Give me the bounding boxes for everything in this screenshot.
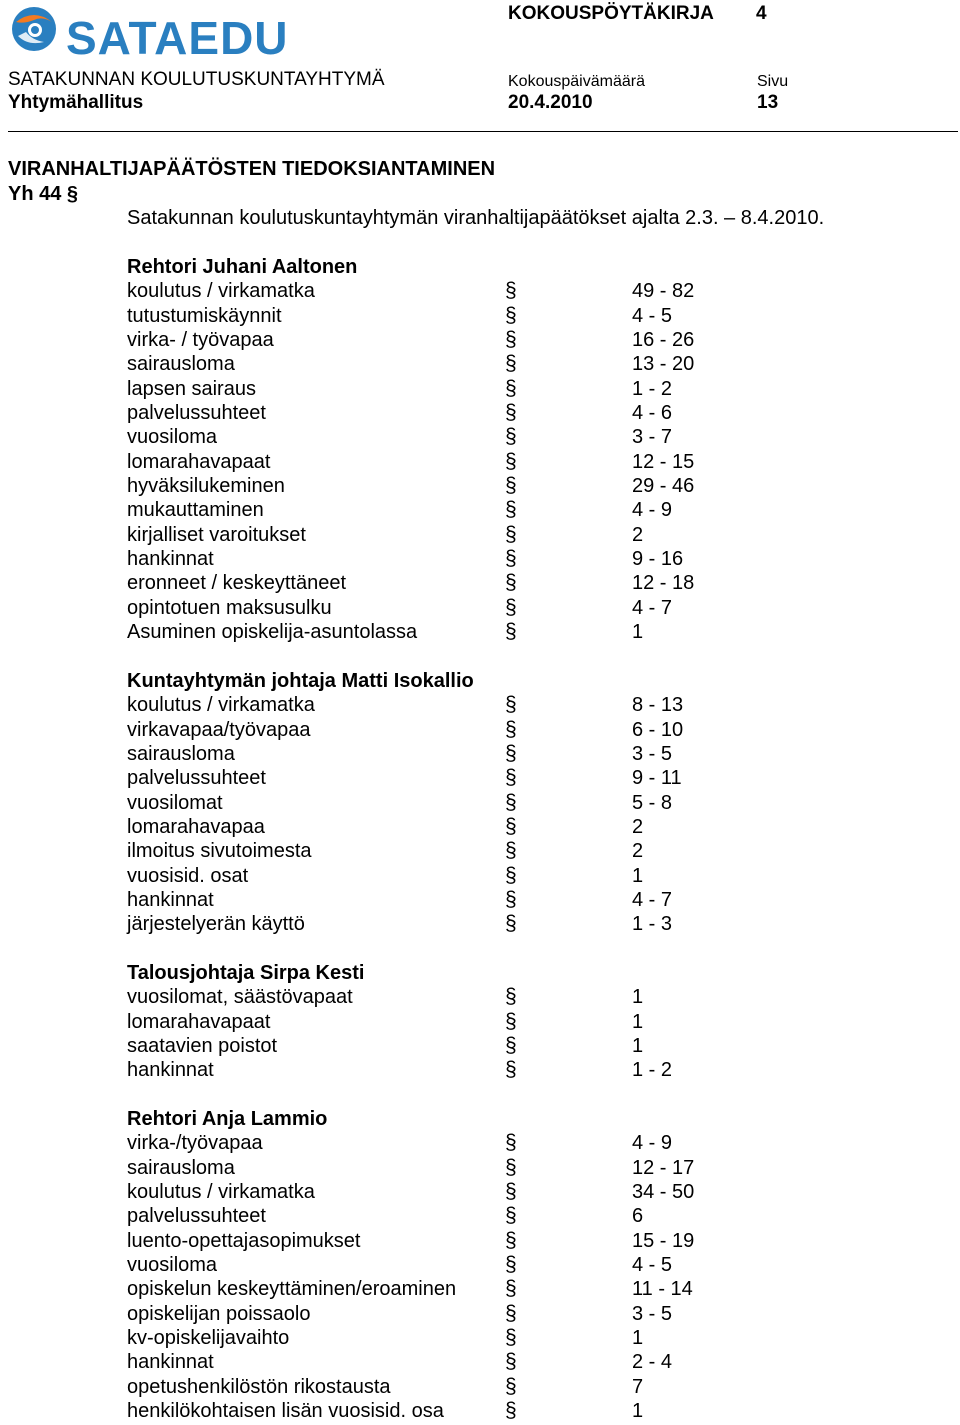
decision-type: lomarahavapaat [127,450,271,473]
decision-numbers: 4 - 7 [632,596,673,619]
section-title: Kuntayhtymän johtaja Matti Isokallio [127,669,474,692]
section-sign: § [505,1180,517,1204]
decision-numbers: 49 - 82 [632,280,695,303]
decision-row [127,279,747,303]
decision-type: lomarahavapaat [127,1010,271,1033]
decision-numbers: 2 - 4 [632,1351,673,1374]
document-number: 4 [756,3,767,24]
decision-numbers: 1 [632,1327,644,1350]
decision-numbers: 2 [632,815,644,838]
decision-row [127,474,747,498]
decision-row [127,1302,747,1326]
decision-numbers: 11 - 14 [632,1278,693,1301]
section-sign: § [505,1228,517,1252]
decision-row [127,304,747,328]
decision-numbers: 1 [632,621,644,644]
decision-type: palvelussuhteet [127,767,266,790]
section-sign: § [505,887,517,911]
decision-row [127,547,747,571]
section-sign: § [505,1277,517,1301]
decision-numbers: 9 - 11 [632,767,682,790]
section-sign: § [505,1350,517,1374]
decision-type: lomarahavapaa [127,815,265,838]
sataedu-logo [6,2,289,64]
decision-row [127,791,747,815]
decision-numbers: 8 - 13 [632,694,684,717]
decision-numbers: 5 - 8 [632,791,673,814]
decision-type: opiskelijan poissaolo [127,1302,311,1325]
section-sign: § [505,352,517,376]
section-sign: § [505,595,517,619]
decision-numbers: 13 - 20 [632,353,695,376]
decision-numbers: 9 - 16 [632,548,684,571]
decision-row [127,985,747,1009]
decision-row [127,1180,747,1204]
decision-type: hankinnat [127,1351,214,1374]
decision-row [127,425,747,449]
decision-row [127,912,747,936]
decision-type: hyväksilukeminen [127,475,285,498]
section-sign: § [505,571,517,595]
section-sign: § [505,1155,517,1179]
decision-type: opiskelun keskeyttäminen/eroaminen [127,1278,457,1301]
sataedu-logo-graphic [6,2,289,64]
section-title: Rehtori Juhani Aaltonen [127,256,358,278]
decision-numbers: 4 - 9 [632,499,673,522]
decision-numbers: 4 - 5 [632,304,673,327]
decision-type: sairausloma [127,742,235,765]
decision-row [127,1204,747,1228]
decision-row [127,523,747,547]
decision-numbers: 1 [632,986,644,1009]
decision-numbers: 2 [632,840,644,863]
section-sign: § [505,717,517,741]
decision-numbers: 3 - 5 [632,1302,673,1325]
section-spacer [127,937,747,961]
date-label: Kokouspäivämäärä [508,73,645,90]
section-sign: § [505,401,517,425]
section-sign: § [505,522,517,546]
decision-row [127,1326,747,1350]
section-sign: § [505,474,517,498]
section-sign: § [505,1131,517,1155]
decision-numbers: 1 - 2 [632,377,673,400]
section-spacer [127,645,747,669]
decision-row [127,596,747,620]
decision-numbers: 12 - 18 [632,572,695,595]
decision-numbers: 29 - 46 [632,475,695,498]
section-sign: § [505,1399,517,1423]
decision-numbers: 7 [632,1375,644,1398]
decision-type: kv-opiskelijavaihto [127,1327,290,1350]
decision-row [127,1010,747,1034]
decision-type: järjestelyerän käyttö [127,913,305,936]
section-title: Rehtori Anja Lammio [127,1108,328,1131]
decision-type: hankinnat [127,1059,214,1082]
section-sign: § [505,985,517,1009]
decision-numbers: 16 - 26 [632,329,695,352]
decision-type: kirjalliset varoitukset [127,523,306,546]
logo-text: SATAEDU [66,12,289,64]
decision-type: palvelussuhteet [127,1205,266,1228]
section-sign: § [505,1034,517,1057]
section-sign: § [505,425,517,449]
decision-row [127,839,747,863]
decision-row [127,450,747,474]
decision-numbers: 4 - 6 [632,402,673,425]
section-sign: § [505,912,517,936]
intro-text: Satakunnan koulutuskuntayhtymän viranhaltijapäätökset ajalta 2.3. – 8.4.2010. [127,207,825,229]
decision-row [127,1253,747,1277]
decision-type: virka-/työvapaa [127,1132,263,1155]
decision-numbers: 12 - 15 [632,450,695,473]
decision-row [127,693,747,717]
decision-row [127,620,747,644]
page-number: 13 [757,92,779,113]
decision-type: Asuminen opiskelija-asuntolassa [127,621,418,644]
section-sign: § [505,1301,517,1325]
section-sign: § [505,376,517,400]
decision-numbers: 12 - 17 [632,1156,695,1179]
section-sign: § [505,790,517,814]
section-sign: § [505,1326,517,1350]
section-sign: § [505,839,517,863]
section-sign: § [505,741,517,765]
meeting-date: 20.4.2010 [508,92,593,113]
section-sign: § [505,863,517,887]
decision-type: koulutus / virkamatka [127,280,315,303]
decision-row [127,742,747,766]
section-title: Talousjohtaja Sirpa Kesti [127,961,365,984]
decision-type: lapsen sairaus [127,377,256,400]
board-name: Yhtymähallitus [8,92,144,113]
decision-numbers: 4 - 7 [632,888,673,911]
section-sign: § [505,766,517,790]
document-type: KOKOUSPÖYTÄKIRJA [508,3,714,24]
decision-numbers: 2 [632,523,644,546]
decision-row [127,1277,747,1301]
section-sign: § [505,328,517,352]
decision-type: vuosiloma [127,426,218,449]
decision-row [127,1399,747,1423]
decision-row [127,1350,747,1374]
decision-numbers: 1 - 2 [632,1059,673,1082]
section-block [127,669,747,937]
section-sign: § [505,449,517,473]
decision-numbers: 1 [632,1010,644,1033]
decision-row [127,718,747,742]
decision-numbers: 15 - 19 [632,1229,695,1252]
decision-numbers: 1 - 3 [632,913,673,936]
section-sign: § [505,1253,517,1277]
section-block [127,255,747,645]
decision-type: vuosilomat [127,791,223,814]
decision-type: ilmoitus sivutoimesta [127,840,312,863]
decision-type: luento-opettajasopimukset [127,1229,361,1252]
section-sign: § [505,693,517,717]
decision-type: palvelussuhteet [127,402,266,425]
section-sign: § [505,303,517,327]
decision-numbers: 1 [632,1400,644,1423]
decision-type: vuosisid. osat [127,864,249,887]
section-sign: § [505,1009,517,1033]
decision-row [127,1034,747,1058]
section-block [127,961,747,1083]
item-number: Yh 44 § [8,183,79,205]
decision-row [127,1156,747,1180]
decision-numbers: 4 - 5 [632,1254,673,1277]
page-label: Sivu [757,73,789,90]
section-sign: § [505,1374,517,1398]
organization-name: SATAKUNNAN KOULUTUSKUNTAYHTYMÄ [8,69,385,90]
header-divider [8,131,958,132]
decision-row [127,888,747,912]
decision-numbers: 1 [632,1035,644,1057]
section-sign: § [505,279,517,303]
section-sign: § [505,620,517,644]
decision-numbers: 3 - 5 [632,742,673,765]
decision-type: koulutus / virkamatka [127,1181,315,1204]
section-sign: § [505,1204,517,1228]
decision-row [127,864,747,888]
decision-row [127,1229,747,1253]
decision-type: opetushenkilöstön rikostausta [127,1375,391,1398]
decision-numbers: 6 [632,1205,644,1228]
decision-type: saatavien poistot [127,1035,278,1057]
decision-type: vuosiloma [127,1254,218,1277]
decision-type: tutustumiskäynnit [127,304,282,327]
decision-numbers: 3 - 7 [632,426,673,449]
decision-numbers: 6 - 10 [632,718,684,741]
decision-numbers: 34 - 50 [632,1181,695,1204]
decision-type: virka- / työvapaa [127,329,274,352]
decision-row [127,401,747,425]
section-block [127,1107,747,1423]
section-spacer [127,1083,747,1107]
decision-row [127,1375,747,1399]
decision-type: virkavapaa/työvapaa [127,718,311,741]
decision-type: eronneet / keskeyttäneet [127,572,347,595]
decision-row [127,1058,747,1082]
decision-type: mukauttaminen [127,499,264,522]
decision-row [127,815,747,839]
decision-type: opintotuen maksusulku [127,596,332,619]
decision-list [127,255,747,1424]
decision-row [127,571,747,595]
page-title: VIRANHALTIJAPÄÄTÖSTEN TIEDOKSIANTAMINEN [8,158,496,180]
decision-type: henkilökohtaisen lisän vuosisid. osa [127,1400,444,1423]
decision-type: sairausloma [127,353,235,376]
decision-row [127,498,747,522]
decision-row [127,766,747,790]
section-sign: § [505,1058,517,1082]
section-sign: § [505,498,517,522]
decision-type: koulutus / virkamatka [127,694,315,717]
decision-type: vuosilomat, säästövapaat [127,986,353,1009]
decision-row [127,377,747,401]
decision-row [127,1131,747,1155]
decision-type: hankinnat [127,888,214,911]
decision-row [127,352,747,376]
decision-type: sairausloma [127,1156,235,1179]
decision-type: hankinnat [127,548,214,571]
decision-row [127,328,747,352]
section-sign: § [505,814,517,838]
decision-numbers: 1 [632,864,644,887]
decision-numbers: 4 - 9 [632,1132,673,1155]
section-sign: § [505,547,517,571]
